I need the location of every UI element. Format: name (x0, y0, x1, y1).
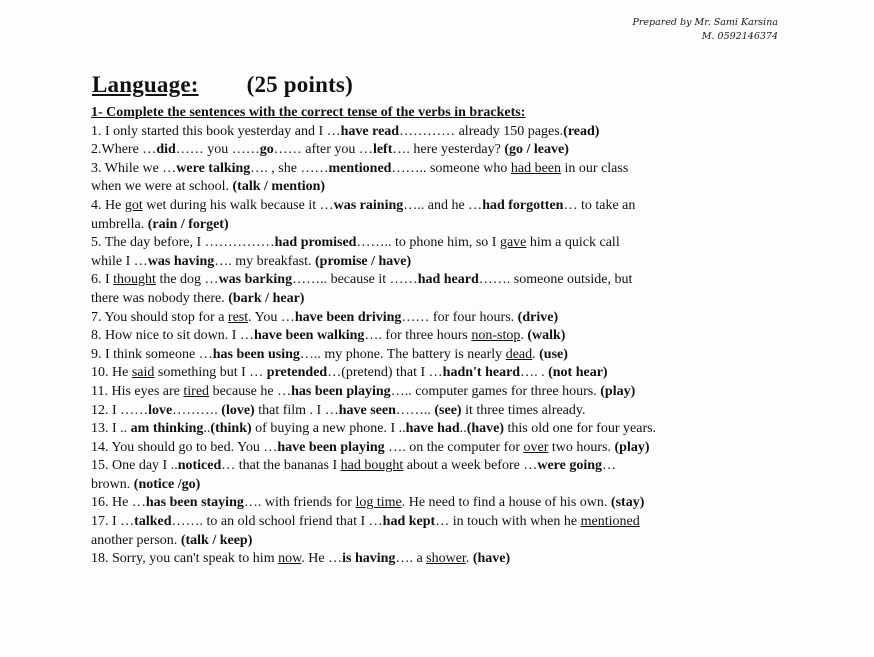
sentence-text: 7. You should stop for a (91, 309, 228, 325)
sentence-text: …. here yesterday? (392, 142, 505, 158)
answer-text: was having (147, 253, 215, 269)
answer-text: go (259, 142, 274, 158)
exercise-line (91, 234, 811, 253)
exercise-line (91, 494, 811, 513)
sentence-text: …….. someone who (391, 160, 511, 176)
exercise-line (91, 290, 811, 309)
sentence-text: wet during his walk because it … (142, 197, 334, 213)
sentence-text: … to take an (563, 197, 636, 213)
answer-text: (promise / have) (315, 253, 412, 269)
exercise-line (91, 253, 811, 272)
sentence-text: ………… already 150 pages. (399, 123, 564, 139)
answer-text: had forgotten (482, 197, 564, 213)
sentence-text: ……. someone outside, but (478, 272, 633, 288)
exercise-line (91, 309, 811, 328)
answer-text: love (148, 402, 173, 418)
sentence-text: ….. computer games for three hours. (390, 383, 601, 399)
exercise-line (91, 216, 811, 235)
sentence-text: 16. He … (91, 495, 146, 511)
sentence-text: in our class (561, 160, 629, 176)
answer-text: has been staying (145, 495, 244, 511)
exercise-line (91, 327, 811, 346)
sentence-text: brown. (91, 476, 134, 492)
underlined-text: said (131, 365, 155, 381)
sentence-text: .. (203, 421, 211, 437)
sentence-text: ….. and he … (403, 197, 483, 213)
sentence-text: 11. His eyes are (91, 383, 184, 399)
sentence-text: . (532, 346, 540, 362)
exercise-line (91, 178, 811, 197)
exercise-line (91, 197, 811, 216)
sentence-text: when we were at school. (91, 179, 233, 195)
answer-text: has been using (212, 346, 300, 362)
exercise-line (91, 402, 811, 421)
exercise-line (91, 141, 811, 160)
underlined-text: had been (510, 160, 562, 176)
answer-text: (rain / forget) (147, 216, 229, 232)
answer-text: (notice /go) (133, 476, 201, 492)
answer-text: (walk) (527, 328, 566, 344)
answer-text: has been playing (291, 383, 391, 399)
answer-text: (love) (221, 402, 255, 418)
exercise-line (91, 513, 811, 532)
sentence-text: 6. I (91, 272, 114, 288)
answer-text: have been driving (294, 309, 402, 325)
sentence-text: … in touch with when he (435, 514, 581, 530)
answer-text: (play) (600, 383, 636, 399)
answer-text: is having (342, 551, 396, 567)
answer-text: were talking (176, 160, 251, 176)
sentence-text: ….. my phone. The battery is nearly (299, 346, 506, 362)
sentence-text: …. for three hours (364, 328, 472, 344)
exercise-line (91, 160, 811, 179)
underlined-text: non-stop (471, 328, 521, 344)
answer-text: (see) (434, 402, 462, 418)
sentence-text: 4. He (91, 197, 125, 213)
sentence-text: …….. (395, 402, 435, 418)
answer-text: (have) (466, 421, 505, 437)
sentence-text: …. a (395, 551, 427, 567)
author-phone: M. 0592146374 (701, 31, 778, 42)
sentence-text: 1. I only started this book yesterday and I … (91, 123, 341, 139)
answer-text: have read (340, 123, 400, 139)
underlined-text: over (523, 439, 549, 455)
exercise-line (91, 123, 811, 142)
answer-text: (talk / keep) (180, 532, 253, 548)
exercise-line (91, 457, 811, 476)
sentence-text: two hours. (548, 439, 615, 455)
sentence-text: 17. I … (91, 514, 135, 530)
sentence-text: . You … (248, 309, 295, 325)
sentence-text: . (465, 551, 473, 567)
answer-text: have been walking (253, 328, 365, 344)
sentence-text: there was nobody there. (91, 290, 229, 306)
exercise-line (91, 271, 811, 290)
answer-text: (have) (472, 551, 511, 567)
exercise-line (91, 550, 811, 569)
underlined-text: thought (113, 272, 156, 288)
sentence-text: the dog … (155, 272, 219, 288)
sentence-text: this old one for four years. (504, 421, 657, 437)
section-title: Language: (92, 72, 199, 97)
answer-text: talked (134, 514, 172, 530)
sentence-text: ……. to an old school friend that I … (171, 514, 383, 530)
answer-text: did (156, 142, 176, 158)
sentence-text: 9. I think someone … (91, 346, 213, 362)
section-heading (92, 72, 353, 98)
underlined-text: tired (183, 383, 210, 399)
sentence-text: 12. I …… (91, 402, 149, 418)
answer-text: was raining (333, 197, 404, 213)
exercise-line (91, 364, 811, 383)
author-credit (632, 16, 778, 44)
sentence-text: because he … (209, 383, 292, 399)
sentence-text: 13. I .. (91, 421, 131, 437)
answer-text: have been playing (277, 439, 385, 455)
answer-text: (read) (563, 123, 600, 139)
answer-text: am thinking (130, 421, 204, 437)
answer-text: had kept (382, 514, 436, 530)
answer-text: (stay) (610, 495, 645, 511)
sentence-text: 2.Where … (91, 142, 157, 158)
sentence-text: … that the bananas I (221, 458, 341, 474)
sentence-text: …… after you … (273, 142, 373, 158)
exercise-line (91, 346, 811, 365)
sentence-text: ………. (172, 402, 222, 418)
answer-text: (talk / mention) (232, 179, 326, 195)
sentence-text: …… for four hours. (401, 309, 518, 325)
sentence-text: . (520, 328, 528, 344)
sentence-text: …. , she …… (250, 160, 329, 176)
underlined-text: rest (227, 309, 249, 325)
exercise-line (91, 476, 811, 495)
answer-text: left (372, 142, 393, 158)
answer-text: have seen (338, 402, 396, 418)
answer-text: hadn't heard (442, 365, 521, 381)
sentence-text: 14. You should go to bed. You … (91, 439, 278, 455)
answer-text: had promised (274, 235, 357, 251)
sentence-text: . He … (301, 551, 343, 567)
answer-text: was barking (218, 272, 293, 288)
sentence-text: 18. Sorry, you can't speak to him (91, 551, 279, 567)
answer-text: (go / leave) (504, 142, 569, 158)
sentence-text: something but I … (154, 365, 267, 381)
sentence-text: . He need to find a house of his own. (401, 495, 611, 511)
sentence-text: while I … (91, 253, 148, 269)
sentence-text: that film . I … (254, 402, 339, 418)
answer-text: were going (537, 458, 603, 474)
sentence-text: of buying a new phone. I .. (251, 421, 406, 437)
answer-text: noticed (177, 458, 222, 474)
sentence-text: 15. One day I .. (91, 458, 178, 474)
exercise-line (91, 383, 811, 402)
underlined-text: log time (355, 495, 402, 511)
answer-text: pretended (266, 365, 328, 381)
sentence-text: about a week before … (403, 458, 538, 474)
underlined-text: gave (499, 235, 527, 251)
sentence-text: …(pretend) that I … (327, 365, 443, 381)
exercise-line (91, 439, 811, 458)
sentence-text: 10. He (91, 365, 132, 381)
sentence-text: umbrella. (91, 216, 148, 232)
answer-text: (use) (539, 346, 568, 362)
sentence-text: 8. How nice to sit down. I … (91, 328, 254, 344)
answer-text: (play) (614, 439, 650, 455)
answer-text: have had (405, 421, 460, 437)
exercise-line (91, 420, 811, 439)
sentence-text: him a quick call (526, 235, 620, 251)
answer-text: had heard (417, 272, 479, 288)
answer-text: (not hear) (548, 365, 608, 381)
sentence-text: 5. The day before, I …………… (91, 235, 275, 251)
sentence-text: …….. because it …… (292, 272, 418, 288)
sentence-text: …… you …… (175, 142, 260, 158)
answer-text: (bark / hear) (228, 290, 305, 306)
sentence-text: …. on the computer for (384, 439, 524, 455)
sentence-text: 3. While we … (91, 160, 177, 176)
exercise-line (91, 532, 811, 551)
sentence-text: …. my breakfast. (214, 253, 315, 269)
underlined-text: dead (505, 346, 533, 362)
sentence-text: …. with friends for (243, 495, 356, 511)
sentence-text: .. (459, 421, 467, 437)
sentence-text: …….. to phone him, so I (356, 235, 500, 251)
underlined-text: had bought (340, 458, 404, 474)
answer-text: (think) (210, 421, 252, 437)
exercise-instruction (91, 104, 811, 123)
sentence-text: …. . (520, 365, 549, 381)
answer-text: mentioned (328, 160, 392, 176)
sentence-text: it three times already. (461, 402, 586, 418)
underlined-text: now (278, 551, 302, 567)
underlined-text: got (124, 197, 143, 213)
answer-text: (drive) (517, 309, 559, 325)
author-name: Prepared by Mr. Sami Karsina (632, 17, 778, 28)
underlined-text: mentioned (580, 514, 640, 530)
underlined-text: shower (426, 551, 466, 567)
answer-text: 1- Complete the sentences with the correct tense of the verbs in brackets: (91, 105, 526, 120)
sentence-text: … (602, 458, 617, 474)
sentence-text: another person. (91, 532, 181, 548)
exercise-content (91, 104, 811, 569)
section-points: (25 points) (246, 72, 353, 97)
